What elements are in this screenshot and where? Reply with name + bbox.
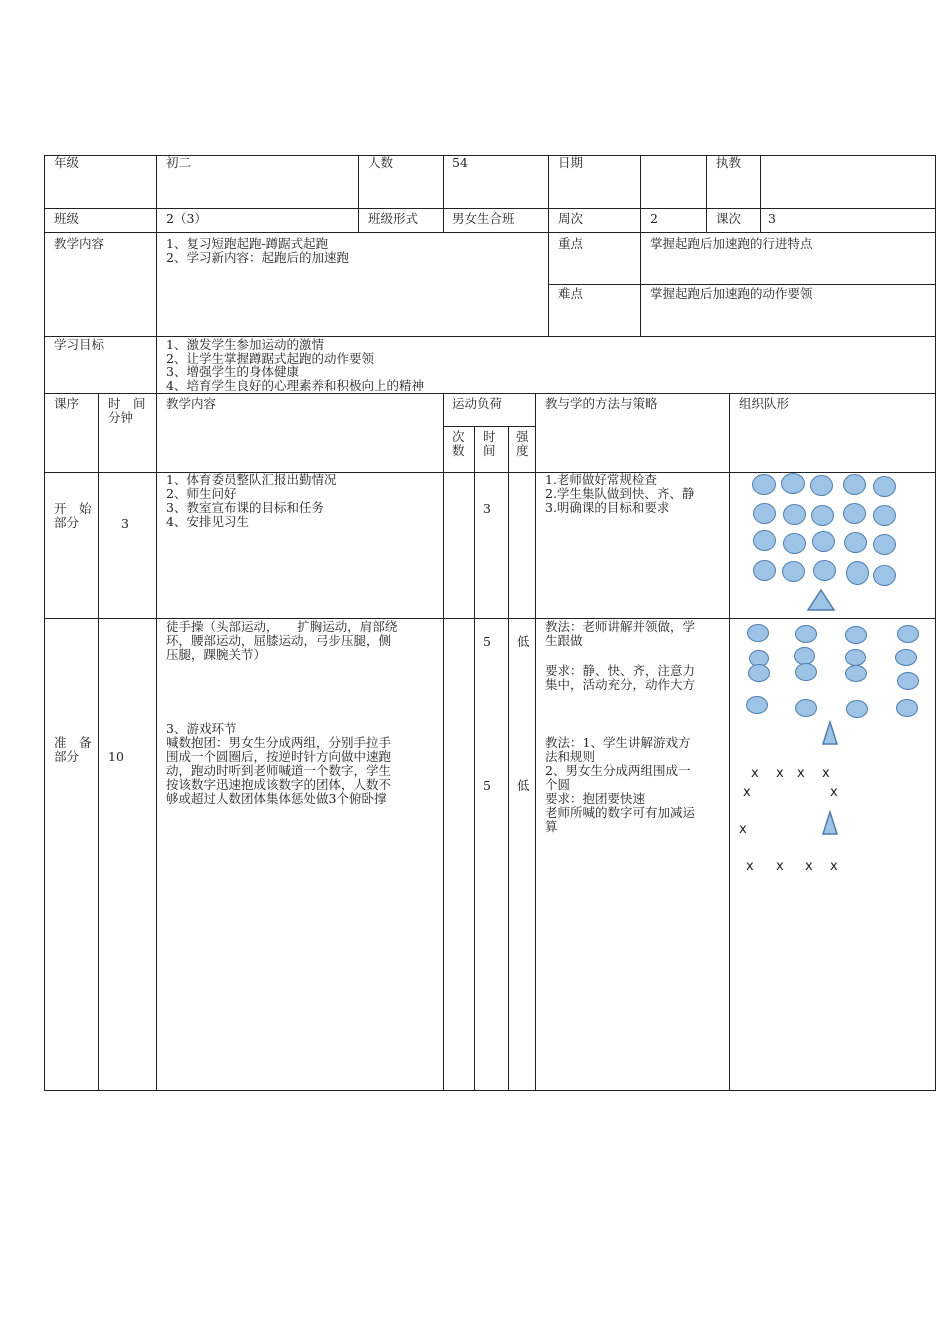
student-circle	[752, 474, 776, 495]
key-point-value: 掌握起跑后加速跑的行进特点	[650, 236, 813, 251]
student-circle	[845, 665, 867, 682]
student-mark: x	[822, 766, 830, 781]
section-start-minutes: 3	[121, 516, 129, 531]
section-start-method: 1.老师做好常规检查 2.学生集队做到快、齐、静 3.明确课的目标和要求	[545, 472, 695, 515]
class-form-value: 男女生合班	[452, 211, 515, 226]
student-circle	[873, 476, 896, 497]
student-mark: x	[743, 785, 751, 800]
student-circle	[897, 625, 919, 643]
col-content: 教学内容	[166, 396, 217, 411]
student-mark: x	[739, 822, 747, 837]
student-circle	[896, 699, 918, 717]
grade-value: 初二	[166, 155, 192, 170]
student-circle	[748, 664, 770, 682]
section-prep-duration-b: 5	[483, 778, 491, 793]
student-circle	[810, 475, 833, 496]
content-label: 教学内容	[54, 236, 105, 251]
student-circle	[845, 649, 866, 666]
student-mark: x	[797, 766, 805, 781]
col-reps: 次 数	[452, 429, 465, 458]
col-load: 运动负荷	[452, 396, 503, 411]
col-method: 教与学的方法与策略	[545, 396, 658, 411]
student-mark: x	[830, 859, 838, 874]
teacher-triangle-icon	[822, 721, 838, 745]
week-value: 2	[650, 211, 658, 226]
student-circle	[753, 560, 776, 581]
student-circle	[783, 504, 806, 525]
student-circle	[843, 503, 866, 524]
student-circle	[873, 505, 896, 526]
student-mark: x	[751, 766, 759, 781]
section-prep-minutes: 10	[108, 749, 124, 764]
student-circle	[753, 530, 776, 551]
student-circle	[846, 700, 868, 718]
student-mark: x	[805, 859, 813, 874]
student-circle	[781, 473, 805, 494]
grade-label: 年级	[54, 155, 80, 170]
student-circle	[747, 624, 769, 642]
class-value: 2（3）	[166, 211, 207, 226]
student-circle	[746, 696, 768, 714]
lesson-label: 课次	[716, 211, 742, 226]
student-circle	[873, 565, 896, 586]
difficulty-label: 难点	[558, 286, 584, 301]
student-mark: x	[830, 785, 838, 800]
student-circle	[845, 626, 867, 644]
section-prep-name: 准 备 部分	[54, 735, 92, 764]
student-circle	[795, 663, 817, 681]
student-mark: x	[746, 859, 754, 874]
col-duration: 时 间	[483, 429, 496, 458]
section-prep-method-b: 要求：静、快、齐，注意力 集中，活动充分，动作大方	[545, 663, 696, 692]
class-form-label: 班级形式	[368, 211, 419, 226]
difficulty-value: 掌握起跑后加速跑的动作要领	[650, 286, 813, 301]
teacher-triangle-icon	[822, 811, 838, 835]
student-circle	[844, 532, 867, 553]
section-prep-duration-a: 5	[483, 634, 491, 649]
section-prep-content-game: 3、游戏环节 喊数抱团：男女生分成两组，分别手拉手 围成一个圆圈后，按逆时针方向做中速跑 动，跑动时听到老师喊道一个数字，学生 按该数字迅速抱成该数字的团体，人数不 够或超过人数团体集体惩处做3个俯卧撑	[166, 721, 392, 806]
content-items: 1、复习短跑起跑-蹲踞式起跑 2、学习新内容：起跑后的加速跑	[166, 236, 349, 265]
student-circle	[795, 699, 817, 717]
col-time: 时 间 分钟	[108, 396, 146, 425]
student-circle	[811, 505, 834, 526]
class-label: 班级	[54, 211, 80, 226]
student-circle	[843, 474, 866, 495]
objectives-label: 学习目标	[54, 337, 105, 352]
student-circle	[873, 534, 896, 555]
week-label: 周次	[558, 211, 584, 226]
student-circle	[897, 672, 919, 690]
student-mark: x	[776, 766, 784, 781]
section-start-content: 1、体育委员整队汇报出勤情况 2、师生问好 3、教室宣布课的目标和任务 4、安排见习生	[166, 472, 337, 529]
date-label: 日期	[558, 155, 584, 170]
teacher-label: 执教	[716, 155, 742, 170]
student-circle	[782, 561, 805, 582]
col-formation: 组织队形	[739, 396, 790, 411]
section-start-duration: 3	[483, 501, 491, 516]
section-prep-method-a: 教法：老师讲解并领做，学 生跟做	[545, 619, 696, 648]
objectives-list: 1、激发学生参加运动的激情 2、让学生掌握蹲踞式起跑的动作要领 3、增强学生的身体健康 4、培育学生良好的心理素养和积极向上的精神	[166, 337, 424, 393]
student-circle	[812, 531, 835, 552]
col-order: 课序	[54, 396, 80, 411]
student-circle	[846, 561, 869, 585]
section-prep-intensity-b: 低	[517, 778, 530, 793]
teacher-triangle-icon	[807, 589, 835, 611]
section-prep-intensity-a: 低	[517, 634, 530, 649]
section-prep-method-c: 教法：1、学生讲解游戏方 法和规则 2、男女生分成两组围成一 个圆 要求：抱团要快速 老师所喊的数字可有加减运 算	[545, 735, 696, 834]
student-circle	[753, 503, 776, 524]
student-mark: x	[776, 859, 784, 874]
student-circle	[895, 649, 917, 666]
key-point-label: 重点	[558, 236, 584, 251]
student-circle	[813, 560, 836, 581]
lesson-value: 3	[768, 211, 776, 226]
col-intensity: 强 度	[516, 429, 529, 458]
count-value: 54	[452, 155, 468, 170]
student-circle	[783, 533, 806, 554]
section-prep-content-exercise: 徒手操（头部运动， 扩胸运动，肩部绕 环，腰部运动，屈膝运动，弓步压腿，侧 压腿，踝腕关节）	[166, 619, 398, 662]
student-circle	[795, 625, 817, 643]
count-label: 人数	[368, 155, 394, 170]
section-start-name: 开 始 部分	[54, 501, 92, 530]
